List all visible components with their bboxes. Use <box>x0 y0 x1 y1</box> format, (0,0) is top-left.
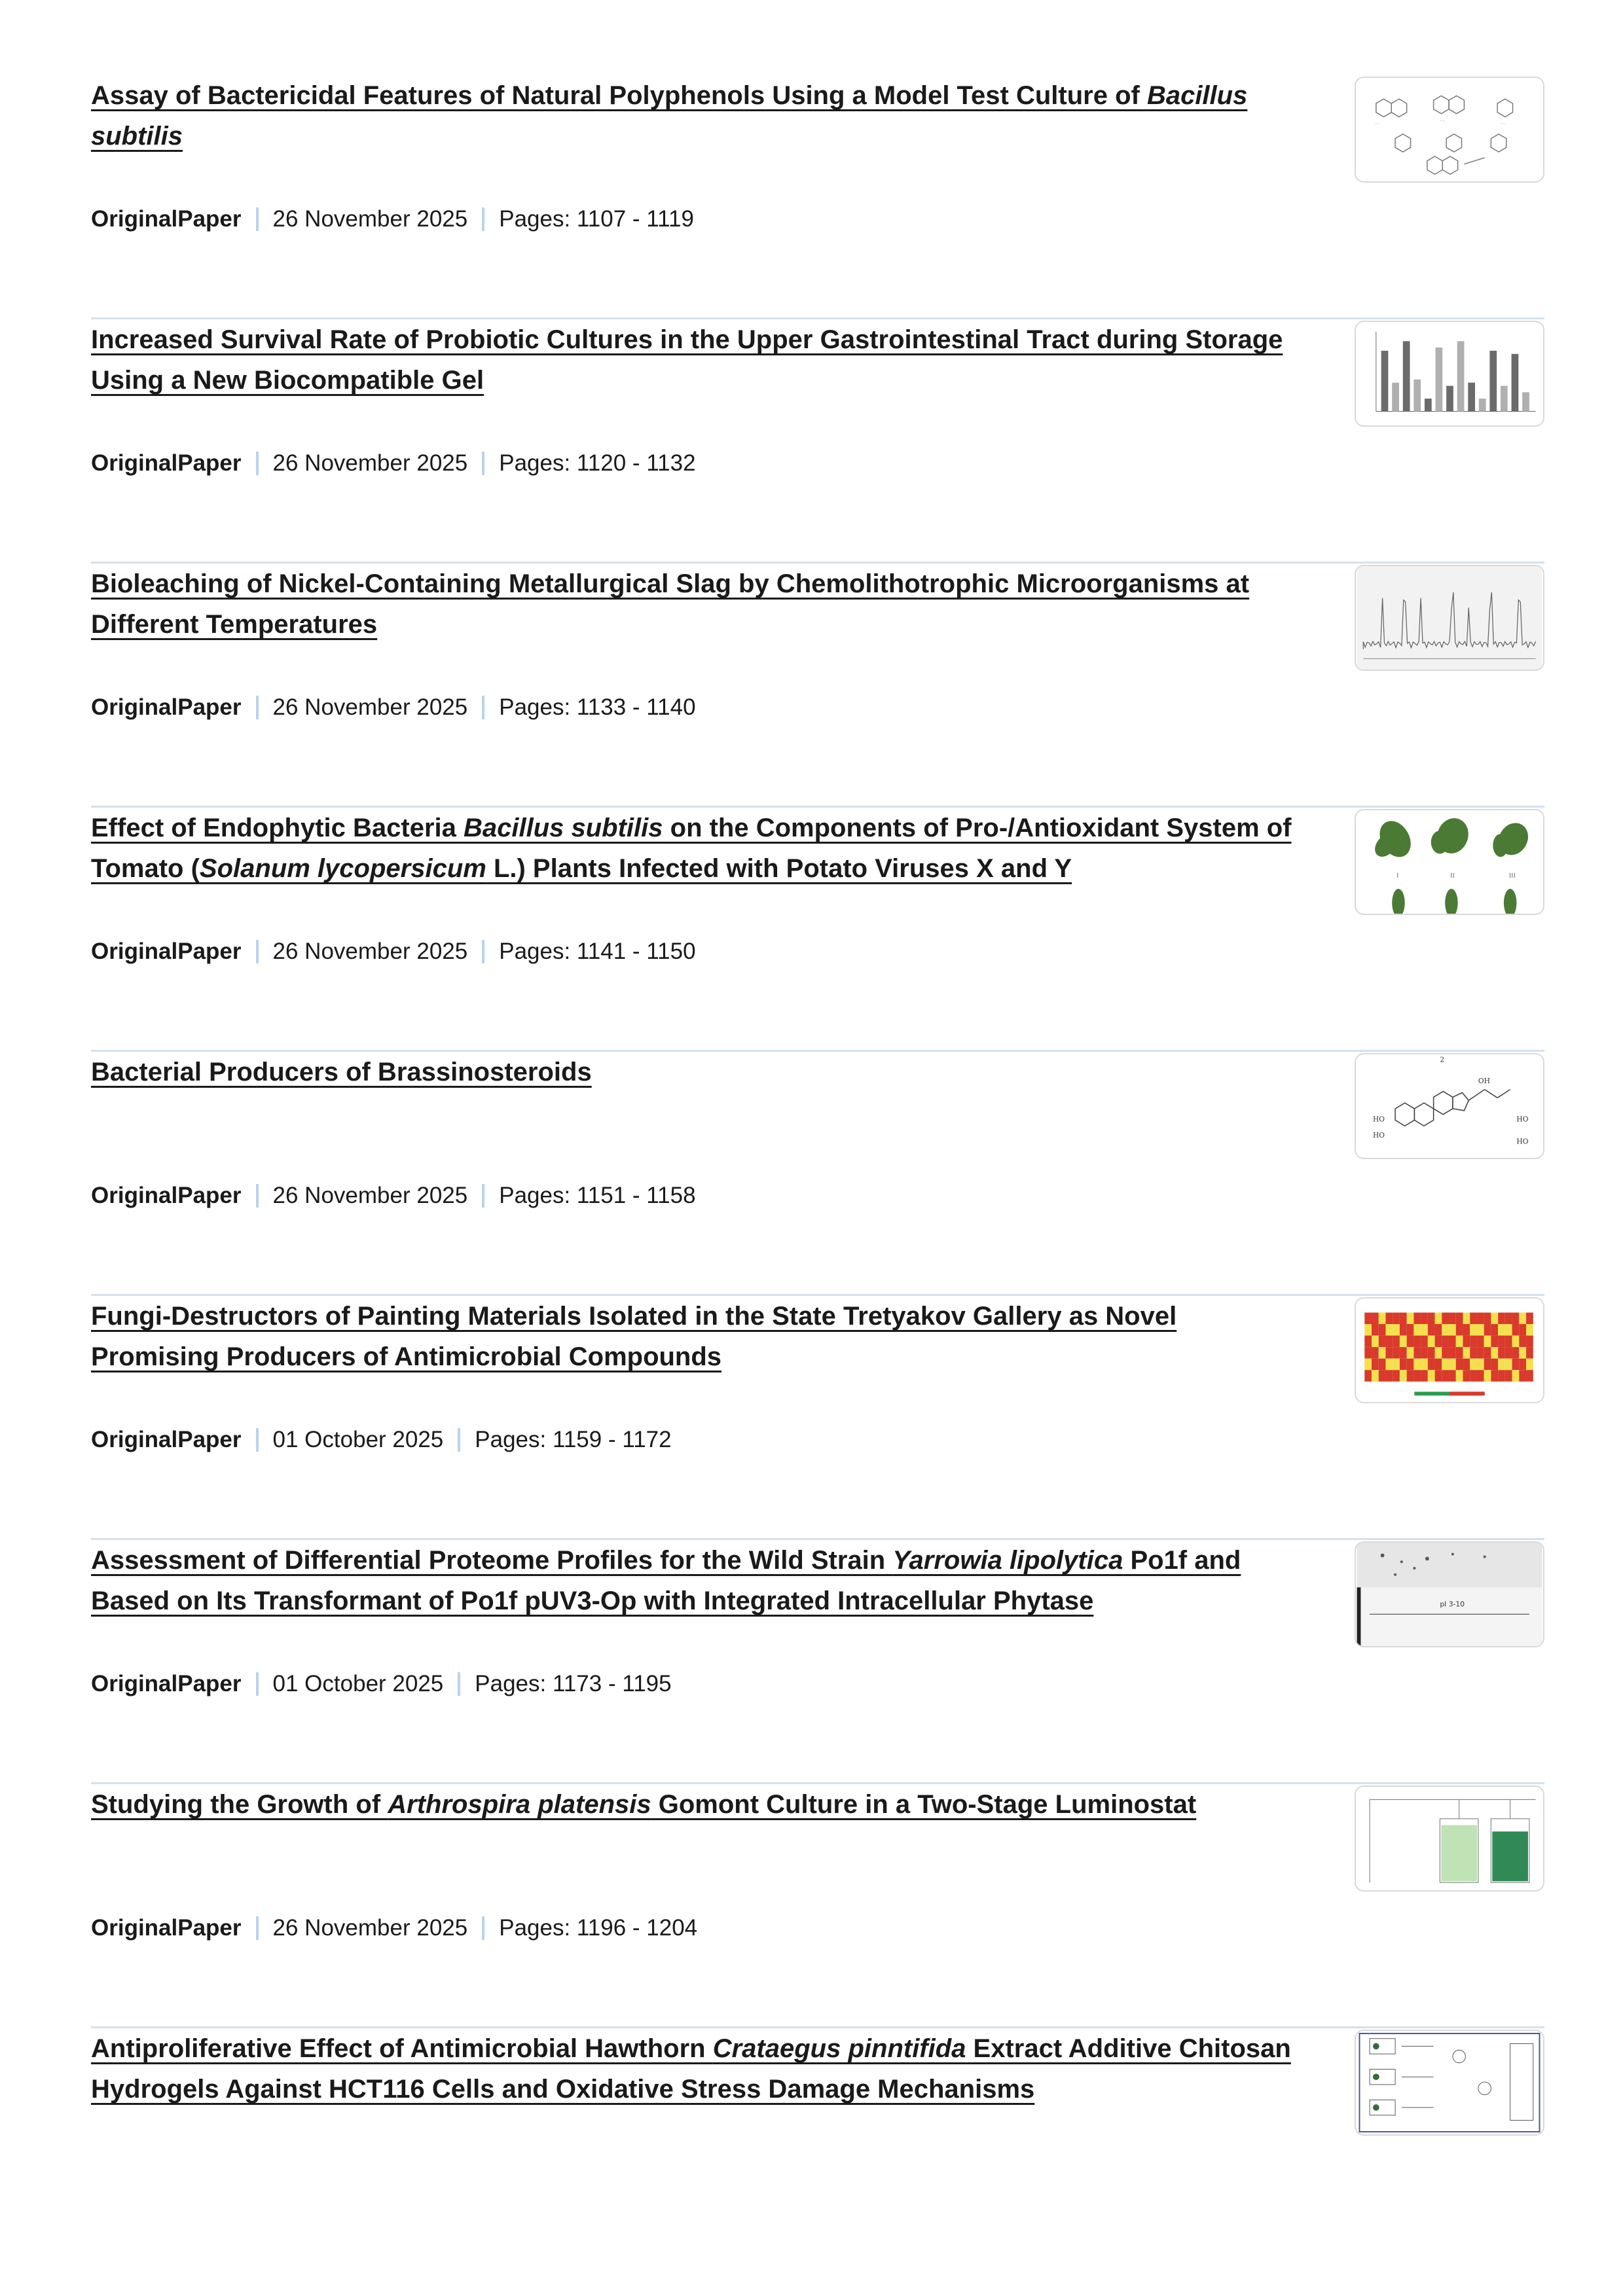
svg-text:···: ··· <box>1501 121 1506 128</box>
article-type: OriginalPaper <box>91 939 242 964</box>
article-pages: Pages: 1151 - 1158 <box>499 1183 696 1208</box>
article-meta <box>91 1183 696 1209</box>
meta-separator <box>482 207 484 231</box>
meta-separator <box>482 1184 484 1208</box>
svg-text:HO: HO <box>1372 1115 1385 1124</box>
article-title-link[interactable] <box>91 569 1249 639</box>
meta-separator <box>256 940 259 963</box>
svg-text:···: ··· <box>1374 121 1380 128</box>
svg-text:OH: OH <box>1478 1076 1491 1085</box>
article-title-link[interactable] <box>91 81 1247 151</box>
article-date: 01 October 2025 <box>272 1671 444 1696</box>
article-meta <box>91 694 696 721</box>
svg-text:pI 3-10: pI 3-10 <box>1440 1600 1465 1609</box>
article-item-1 <box>91 75 1544 319</box>
article-pages: Pages: 1159 - 1172 <box>475 1427 672 1452</box>
article-type: OriginalPaper <box>91 694 242 720</box>
article-list <box>91 75 1544 2272</box>
article-item-2 <box>91 319 1544 564</box>
article-title-wrap <box>91 808 1309 889</box>
thumbnail-chemical-structures[interactable] <box>1355 77 1544 183</box>
title-segment: Fungi-Destructors of Painting Materials Isolated in the State Tretyakov Gallery as Novel Promising Producers of Antimicrobial Compounds <box>91 1302 1177 1371</box>
article-title-wrap <box>91 1052 1309 1092</box>
article-pages: Pages: 1107 - 1119 <box>499 206 694 232</box>
thumbnail-gel-electrophoresis[interactable] <box>1355 1541 1544 1647</box>
article-pages: Pages: 1173 - 1195 <box>475 1671 672 1696</box>
svg-text:···: ··· <box>1440 118 1445 124</box>
article-type: OriginalPaper <box>91 1915 242 1941</box>
meta-separator <box>256 1916 259 1940</box>
article-pages: Pages: 1120 - 1132 <box>499 450 696 476</box>
title-segment: Gomont Culture in a Two-Stage Luminostat <box>651 1790 1197 1819</box>
svg-text:III: III <box>1508 872 1516 880</box>
article-item-9 <box>91 2028 1544 2272</box>
title-segment: Increased Survival Rate of Probiotic Cultures in the Upper Gastrointestinal Tract during Storage Using a New Biocompatible Gel <box>91 325 1283 395</box>
meta-separator <box>458 1428 460 1452</box>
meta-separator <box>482 1916 484 1940</box>
meta-separator <box>482 452 484 475</box>
thumbnail-heatmap[interactable] <box>1355 1297 1544 1403</box>
title-italic-segment: Arthrospira platensis <box>388 1790 651 1819</box>
title-italic-segment: Crataegus pinntifida <box>712 2034 966 2063</box>
article-title-link[interactable] <box>91 1058 592 1086</box>
svg-text:II: II <box>1450 872 1455 880</box>
thumbnail-xrd-spectrum[interactable] <box>1355 565 1544 671</box>
svg-text:HO: HO <box>1516 1115 1529 1124</box>
article-item-6 <box>91 1296 1544 1540</box>
article-pages: Pages: 1141 - 1150 <box>499 939 696 964</box>
meta-separator <box>482 696 484 719</box>
svg-text:HO: HO <box>1372 1130 1385 1139</box>
article-date: 26 November 2025 <box>272 1183 468 1208</box>
article-type: OriginalPaper <box>91 206 242 232</box>
article-item-5 <box>91 1052 1544 1296</box>
meta-separator <box>256 1672 259 1696</box>
meta-separator <box>256 452 259 475</box>
meta-separator <box>256 696 259 719</box>
title-segment: Extract Additive Chitosan Hydrogels Against HCT116 Cells and Oxidative Stress Damage Mechanisms <box>91 2034 1291 2104</box>
svg-text:I: I <box>1396 872 1399 880</box>
article-title-wrap <box>91 75 1309 156</box>
article-meta <box>91 1671 672 1697</box>
article-meta <box>91 939 696 965</box>
article-title-wrap <box>91 1296 1309 1377</box>
title-segment: Antiproliferative Effect of Antimicrobial Hawthorn <box>91 2034 713 2063</box>
article-date: 26 November 2025 <box>272 939 468 964</box>
article-type: OriginalPaper <box>91 1183 242 1208</box>
article-item-4 <box>91 808 1544 1052</box>
article-title-link[interactable] <box>91 1790 1196 1819</box>
article-type: OriginalPaper <box>91 1427 242 1452</box>
title-segment: on the Components of Pro-/Antioxidant System of Tomato ( <box>91 814 1292 883</box>
article-item-8 <box>91 1784 1544 2028</box>
article-title-wrap <box>91 1784 1309 1825</box>
article-date: 26 November 2025 <box>272 1915 468 1941</box>
title-italic-segment: Yarrowia lipolytica <box>892 1546 1123 1575</box>
article-pages: Pages: 1196 - 1204 <box>499 1915 698 1941</box>
title-segment: Assay of Bactericidal Features of Natural Polyphenols Using a Model Test Culture of <box>91 81 1147 110</box>
title-italic-segment: Bacillus subtilis <box>91 81 1248 151</box>
meta-separator <box>256 207 259 231</box>
article-item-7 <box>91 1540 1544 1784</box>
article-item-3 <box>91 564 1544 808</box>
thumbnail-luminostat-diagram[interactable] <box>1355 1785 1544 1892</box>
title-italic-segment: Solanum lycopersicum <box>199 854 486 883</box>
title-segment: Assessment of Differential Proteome Profiles for the Wild Strain <box>91 1546 893 1575</box>
article-title-wrap <box>91 1540 1309 1621</box>
article-meta <box>91 206 694 232</box>
title-italic-segment: Bacillus subtilis <box>463 814 663 842</box>
article-title-wrap <box>91 319 1309 401</box>
article-meta <box>91 1427 672 1453</box>
article-date: 26 November 2025 <box>272 450 468 476</box>
article-date: 01 October 2025 <box>272 1427 444 1452</box>
article-title-wrap <box>91 564 1309 645</box>
article-meta <box>91 450 696 476</box>
title-segment: Bioleaching of Nickel-Containing Metallurgical Slag by Chemolithotrophic Microorganisms at Different Temperatures <box>91 569 1250 639</box>
title-segment: Studying the Growth of <box>91 1790 388 1819</box>
title-segment: Po1f and Based on Its Transformant of Po1f pUV3-Op with Integrated Intracellular Phytase <box>91 1546 1241 1615</box>
article-title-link[interactable] <box>91 1546 1241 1615</box>
article-type: OriginalPaper <box>91 1671 242 1696</box>
thumbnail-bar-chart[interactable] <box>1355 321 1544 427</box>
article-title-link[interactable] <box>91 325 1283 395</box>
article-title-link[interactable] <box>91 2034 1291 2104</box>
thumbnail-plant-leaves[interactable] <box>1355 809 1544 915</box>
article-title-wrap <box>91 2028 1309 2109</box>
thumbnail-schematic-diagram[interactable] <box>1355 2030 1544 2136</box>
title-segment: Bacterial Producers of Brassinosteroids <box>91 1058 592 1086</box>
article-date: 26 November 2025 <box>272 694 468 720</box>
article-type: OriginalPaper <box>91 450 242 476</box>
meta-separator <box>256 1428 259 1452</box>
title-segment: Effect of Endophytic Bacteria <box>91 814 464 842</box>
title-segment: L.) Plants Infected with Potato Viruses X and Y <box>486 854 1072 883</box>
meta-separator <box>458 1672 460 1696</box>
svg-text:2: 2 <box>1440 1055 1445 1064</box>
article-title-link[interactable] <box>91 814 1292 883</box>
article-date: 26 November 2025 <box>272 206 468 232</box>
meta-separator <box>482 940 484 963</box>
article-meta <box>91 1915 697 1941</box>
svg-text:HO: HO <box>1516 1137 1529 1146</box>
thumbnail-steroid-structure[interactable] <box>1355 1053 1544 1159</box>
meta-separator <box>256 1184 259 1208</box>
article-title-link[interactable] <box>91 1302 1176 1371</box>
article-pages: Pages: 1133 - 1140 <box>499 694 696 720</box>
